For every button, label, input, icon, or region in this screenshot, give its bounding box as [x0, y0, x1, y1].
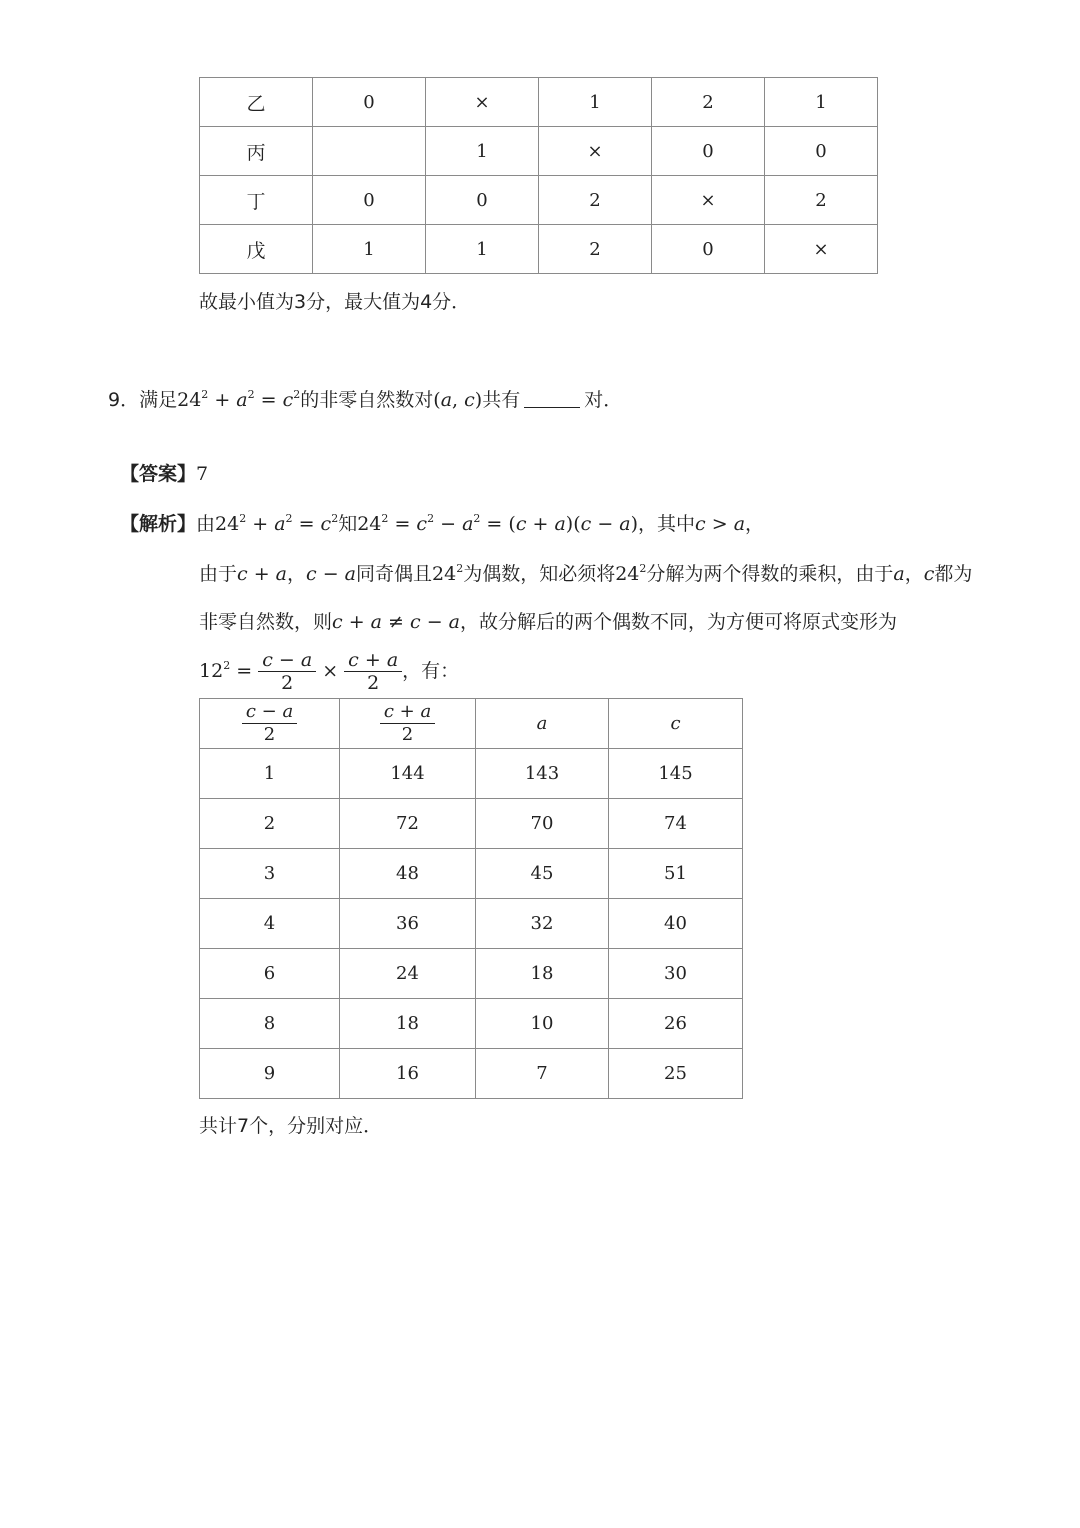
question-number: 9．	[108, 389, 140, 411]
table-cell: 70	[476, 799, 609, 849]
variable: a	[893, 563, 905, 585]
conclusion-q8: 故最小值为3分，最大值为4分．	[199, 291, 471, 313]
question-text-d: 对．	[584, 389, 623, 411]
table-cell: 144	[340, 749, 476, 799]
table-cell: 1	[313, 225, 426, 274]
table-row	[200, 749, 743, 799]
answer-label: 【答案】	[120, 463, 197, 485]
times-sign: ×	[316, 660, 345, 682]
analysis-text: 由于	[199, 563, 238, 585]
question-text-a: 满足	[139, 389, 178, 411]
factor-table-body	[200, 699, 743, 1099]
table-cell: 1	[200, 749, 340, 799]
analysis-text: ，	[745, 513, 765, 535]
analysis-text: ，故分解后的两个偶数不同，为方便可将原式变形为	[459, 611, 897, 633]
table-cell: 145	[609, 749, 743, 799]
table-cell: 1	[426, 127, 539, 176]
table-cell: 9	[200, 1049, 340, 1099]
analysis-text: ，	[904, 563, 924, 585]
table-cell: 1	[426, 225, 539, 274]
row-header: 戊	[200, 225, 313, 274]
table-cell: 0	[652, 127, 765, 176]
analysis-text: ，	[287, 563, 307, 585]
table-cell: 74	[609, 799, 743, 849]
score-table-body	[200, 78, 878, 274]
analysis-text: 同奇偶且	[356, 563, 433, 585]
equation: $24^2 + a^2 = c^2$	[215, 512, 339, 535]
table-row	[200, 1049, 743, 1099]
table-cell: 45	[476, 849, 609, 899]
table-cell: 30	[609, 949, 743, 999]
analysis-line-2	[199, 560, 972, 588]
fraction-c-minus-a: $\frac{c - a}{2}$	[258, 649, 316, 694]
table-cell: 2	[652, 78, 765, 127]
table-cell: 26	[609, 999, 743, 1049]
table-cell: 2	[765, 176, 878, 225]
analysis-text: 知	[338, 513, 358, 535]
table-row	[200, 999, 743, 1049]
table-header-row	[200, 699, 743, 749]
table-cell: ×	[426, 78, 539, 127]
conclusion-q9: 共计7个，分别对应．	[199, 1115, 383, 1137]
analysis-text: 分解为两个得数的乘积，由于	[646, 563, 894, 585]
equation: $24^2 + a^2 = c^2$	[177, 388, 301, 411]
table-cell: ×	[765, 225, 878, 274]
table-cell: 48	[340, 849, 476, 899]
expression: c + a	[237, 563, 287, 585]
table-cell: 10	[476, 999, 609, 1049]
table-cell: 0	[313, 78, 426, 127]
table-cell: 1	[765, 78, 878, 127]
analysis-text: 为偶数，知必须将	[463, 563, 616, 585]
table-cell: 16	[340, 1049, 476, 1099]
expression: c − a	[306, 563, 356, 585]
inequality: c + a ≠ c − a	[332, 611, 460, 633]
table-row	[200, 899, 743, 949]
table-cell: 0	[313, 176, 426, 225]
table-row	[200, 176, 878, 225]
answer-blank[interactable]	[524, 387, 580, 408]
variable: c	[923, 563, 935, 585]
row-header: 丁	[200, 176, 313, 225]
table-cell: 2	[539, 176, 652, 225]
table-row	[200, 849, 743, 899]
table-cell: 18	[340, 999, 476, 1049]
table-cell: 2	[539, 225, 652, 274]
header-c: c	[609, 699, 743, 749]
table-cell: 143	[476, 749, 609, 799]
table-cell: 2	[200, 799, 340, 849]
answer-value: 7	[196, 463, 209, 485]
table-cell: 72	[340, 799, 476, 849]
pair: (a, c)	[433, 389, 483, 411]
table-cell: 0	[765, 127, 878, 176]
table-cell: 25	[609, 1049, 743, 1099]
factor-table	[199, 698, 743, 1099]
row-header: 丙	[200, 127, 313, 176]
table-cell: ×	[539, 127, 652, 176]
table-cell: 18	[476, 949, 609, 999]
table-row	[200, 127, 878, 176]
answer-line	[120, 460, 208, 488]
analysis-text: 都为	[934, 563, 973, 585]
table-cell: 6	[200, 949, 340, 999]
analysis-label: 【解析】	[120, 513, 197, 535]
table-cell: 0	[652, 225, 765, 274]
analysis-text: 由	[196, 513, 216, 535]
expression: $24^2$	[432, 562, 464, 585]
analysis-line-4	[199, 646, 459, 696]
table-cell: 3	[200, 849, 340, 899]
table-cell: 40	[609, 899, 743, 949]
equation: $24^2 = c^2 - a^2 = (c + a)(c - a)$	[357, 512, 639, 535]
equation: $12^2$ =	[199, 659, 259, 682]
table-cell: 7	[476, 1049, 609, 1099]
analysis-line-3	[199, 608, 897, 636]
analysis-text: ，其中	[638, 513, 696, 535]
table-row	[200, 78, 878, 127]
fraction-c-plus-a: $\frac{c + a}{2}$	[344, 649, 402, 694]
table-row	[200, 949, 743, 999]
question-9	[108, 386, 622, 414]
table-cell	[313, 127, 426, 176]
table-cell: 51	[609, 849, 743, 899]
expression: $24^2$	[615, 562, 647, 585]
header-half-sum: $\frac{c + a}{2}$	[340, 699, 476, 749]
table-row	[200, 225, 878, 274]
analysis-text: ，有：	[402, 660, 460, 682]
question-text-c: 共有	[482, 389, 521, 411]
table-cell: 8	[200, 999, 340, 1049]
table-cell: 24	[340, 949, 476, 999]
header-a: a	[476, 699, 609, 749]
table-cell: 32	[476, 899, 609, 949]
table-cell: 36	[340, 899, 476, 949]
row-header: 乙	[200, 78, 313, 127]
question-text-b: 的非零自然数对	[300, 389, 434, 411]
analysis-text: 非零自然数，则	[199, 611, 333, 633]
score-table	[199, 77, 878, 274]
header-half-difference: $\frac{c - a}{2}$	[200, 699, 340, 749]
table-row	[200, 799, 743, 849]
table-cell: 0	[426, 176, 539, 225]
table-cell: 1	[539, 78, 652, 127]
analysis-line-1	[120, 510, 764, 538]
table-cell: 4	[200, 899, 340, 949]
inequality: c > a	[695, 513, 746, 535]
table-cell: ×	[652, 176, 765, 225]
